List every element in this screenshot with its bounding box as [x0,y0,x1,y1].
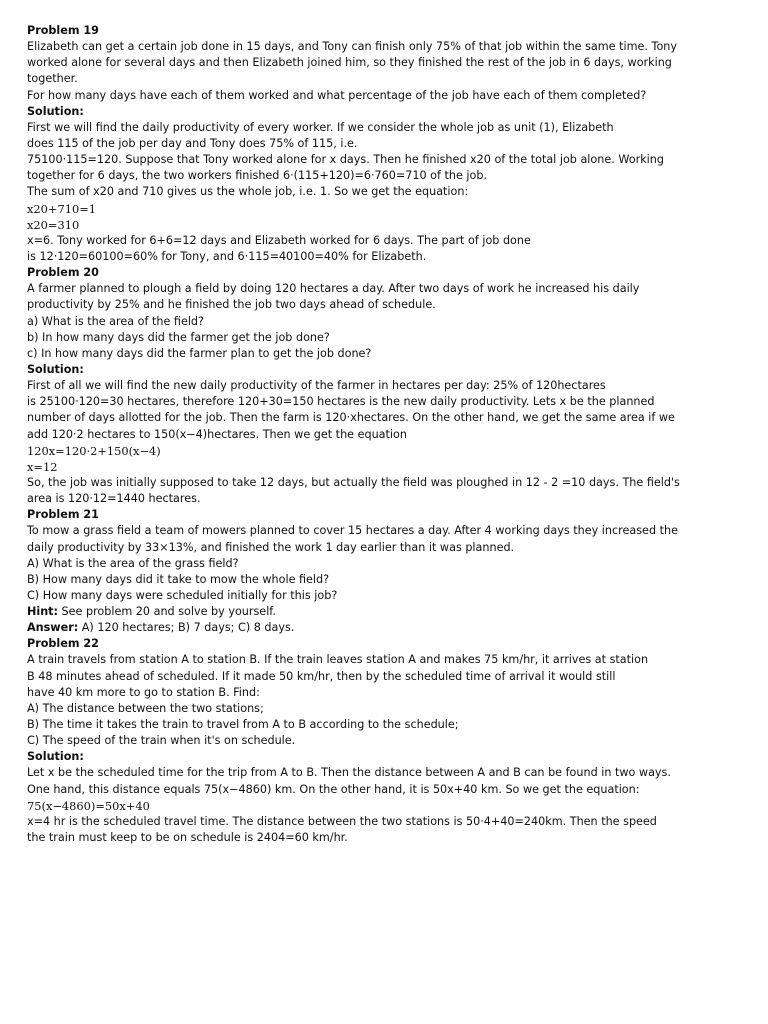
statement-line: A farmer planned to plough a field by doing 120 hectares a day. After two days of work he increased his daily [27,282,640,296]
problem-20 [27,265,739,507]
statement-line: daily productivity by 33×13%, and finished the work 1 day earlier than it was planned. [27,540,515,554]
solution-line: One hand, this distance equals 75(x−4860) km. On the other hand, it is 50x+40 km. So we get the equation: [27,782,640,796]
statement-line: together. [27,72,78,86]
solution-label: Solution: [27,104,84,118]
solution-line: area is 120·12=1440 hectares. [27,492,201,506]
solution-line: does 115 of the job per day and Tony does 75% of 115, i.e. [27,136,358,150]
statement-line: worked alone for several days and then Elizabeth joined him, so they finished the rest of the job in 6 days, working [27,56,672,70]
question-line: B) The time it takes the train to travel from A to B according to the schedule; [27,718,459,732]
equation: x=12 [27,459,58,474]
solution-line: So, the job was initially supposed to take 12 days, but actually the field was ploughed in 12 - 2 =10 days. The field's [27,475,680,489]
solution-line: together for 6 days, the two workers finished 6·(115+120)=6·760=710 of the job. [27,169,487,183]
answer-line [27,620,739,636]
statement-line: A train travels from station A to station B. If the train leaves station A and makes 75 km/hr, it arrives at station [27,653,649,667]
statement-line: For how many days have each of them worked and what percentage of the job have each of them completed? [27,88,647,102]
solution-line: 75100·115=120. Suppose that Tony worked alone for x days. Then he finished x20 of the total job alone. Working [27,153,664,167]
problem-heading: Problem 21 [27,508,99,522]
answer-text: A) 120 hectares; B) 7 days; C) 8 days. [78,621,295,635]
question-line: b) In how many days did the farmer get the job done? [27,330,330,344]
hint-line [27,604,739,620]
problem-19 [27,23,739,265]
equation: 75(x−4860)=50x+40 [27,798,150,813]
statement-line: have 40 km more to go to station B. Find: [27,685,260,699]
statement-line: Elizabeth can get a certain job done in 15 days, and Tony can finish only 75% of that job within the same time. Tony [27,40,677,54]
question-line: B) How many days did it take to mow the whole field? [27,572,330,586]
hint-text: See problem 20 and solve by yourself. [57,605,276,619]
solution-line: number of days allotted for the job. Then the farm is 120·xhectares. On the other hand, we get the same area if we [27,411,675,425]
document-page [27,23,739,846]
question-line: a) What is the area of the field? [27,314,204,328]
problem-heading: Problem 19 [27,24,99,37]
solution-line: First we will find the daily productivity of every worker. If we consider the whole job as unit (1), Elizabeth [27,120,614,134]
problem-heading: Problem 22 [27,637,99,651]
statement-line: productivity by 25% and he finished the job two days ahead of schedule. [27,298,436,312]
equation: x20+710=1 [27,201,96,216]
solution-line: The sum of x20 and 710 gives us the whole job, i.e. 1. So we get the equation: [27,185,469,199]
solution-line: x=4 hr is the scheduled travel time. The distance between the two stations is 50·4+40=240km. Then the speed [27,814,657,828]
equation: 120x=120·2+150(x−4) [27,443,161,458]
solution-line: the train must keep to be on schedule is 2404=60 km/hr. [27,831,348,845]
problem-22 [27,636,739,846]
solution-label: Solution: [27,362,84,376]
question-line: C) How many days were scheduled initially for this job? [27,588,338,602]
equation: x20=310 [27,217,80,232]
solution-line: Let x be the scheduled time for the trip from A to B. Then the distance between A and B can be found in two ways. [27,766,671,780]
solution-line: add 120·2 hectares to 150(x−4)hectares. Then we get the equation [27,427,407,441]
problem-21 [27,507,739,636]
solution-label: Solution: [27,750,84,764]
question-line: A) What is the area of the grass field? [27,556,239,570]
statement-line: B 48 minutes ahead of scheduled. If it made 50 km/hr, then by the scheduled time of arrival it would still [27,669,616,683]
problem-heading: Problem 20 [27,266,99,280]
statement-line: To mow a grass field a team of mowers planned to cover 15 hectares a day. After 4 working days they increased the [27,524,678,538]
solution-line: x=6. Tony worked for 6+6=12 days and Elizabeth worked for 6 days. The part of job done [27,233,531,247]
solution-line: First of all we will find the new daily productivity of the farmer in hectares per day: 25% of 120hectares [27,379,606,393]
solution-line: is 25100·120=30 hectares, therefore 120+30=150 hectares is the new daily productivity. Lets x be the planned [27,395,655,409]
question-line: C) The speed of the train when it's on schedule. [27,734,296,748]
answer-label: Answer: [27,621,79,635]
question-line: c) In how many days did the farmer plan to get the job done? [27,346,372,360]
question-line: A) The distance between the two stations; [27,701,264,715]
hint-label: Hint: [27,605,58,619]
solution-line: is 12·120=60100=60% for Tony, and 6·115=40100=40% for Elizabeth. [27,249,427,263]
